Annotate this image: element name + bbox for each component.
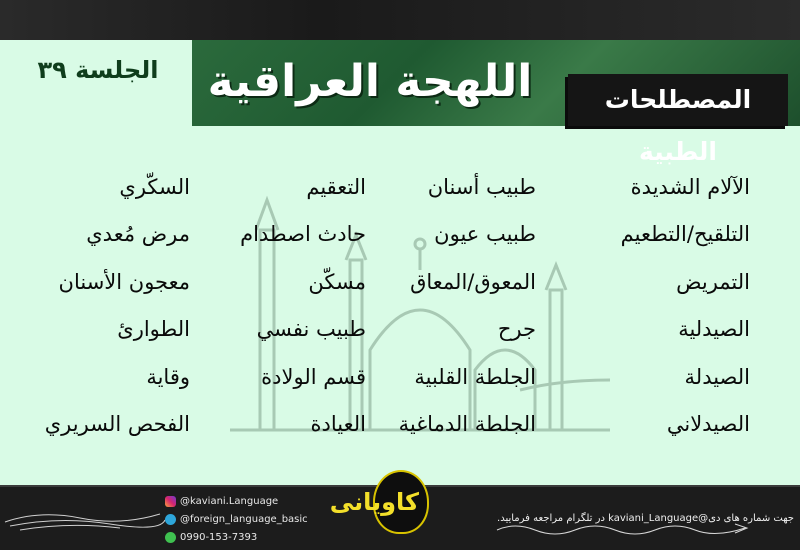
term: العيادة (310, 411, 366, 436)
term: قسم الولادة (261, 364, 366, 389)
term: مسكّن (308, 269, 366, 294)
term: مرض مُعدي (86, 222, 190, 247)
term: حادث اصطدام (240, 222, 366, 247)
whatsapp-number[interactable] (165, 530, 315, 546)
telegram-handle[interactable] (165, 512, 315, 528)
footer-note: جهت شماره هاى دى@kaviani_Language در تلگرام مراجعه فرمایید. (497, 513, 794, 524)
term: التعقيم (306, 175, 366, 199)
term: الصيدلية (678, 317, 750, 342)
session-number: الجلسة ٣٩ (37, 56, 159, 84)
instagram-handle[interactable] (165, 494, 315, 510)
brand-logo (329, 470, 429, 534)
brand-logo-text: كاويانی (329, 488, 419, 516)
terms-column-4 (20, 164, 190, 448)
term: وقاية (146, 364, 190, 389)
term: المعوق/المعاق (410, 269, 536, 294)
instagram-text: @kaviani.Language (180, 496, 279, 507)
whatsapp-icon (165, 532, 176, 543)
scribble-decoration-icon (0, 500, 170, 540)
term: طبيب أسنان (427, 175, 536, 199)
instagram-icon (165, 496, 176, 507)
whatsapp-text: 0990-153-7393 (180, 532, 258, 543)
terms-column-1 (580, 164, 750, 448)
term: الجلطة القلبية (414, 364, 536, 389)
term: الصيدلاني (666, 411, 750, 436)
term: التمريض (676, 269, 750, 294)
term: الفحص السريري (44, 411, 190, 436)
term: جرح (497, 317, 536, 342)
telegram-text: @foreign_language_basic (180, 514, 308, 525)
term: الصيدلة (684, 364, 750, 389)
section-subtitle: المصطلحات الطبية (568, 74, 788, 126)
term: طبيب عيون (434, 222, 536, 247)
telegram-icon (165, 514, 176, 525)
term: الجلطة الدماغية (398, 411, 536, 436)
term: الآلام الشديدة (630, 175, 750, 199)
term: الطوارئ (117, 317, 190, 342)
term: التلقيح/التطعيم (620, 222, 750, 247)
term: معجون الأسنان (58, 269, 190, 294)
terms-column-3 (196, 164, 366, 448)
terms-column-2 (366, 164, 536, 448)
top-band (0, 0, 800, 40)
squiggle-decoration-icon (495, 520, 755, 540)
term: طبيب نفسي (256, 317, 366, 342)
term: السكّري (119, 175, 190, 199)
page-title: اللهجة العراقية (207, 56, 533, 107)
